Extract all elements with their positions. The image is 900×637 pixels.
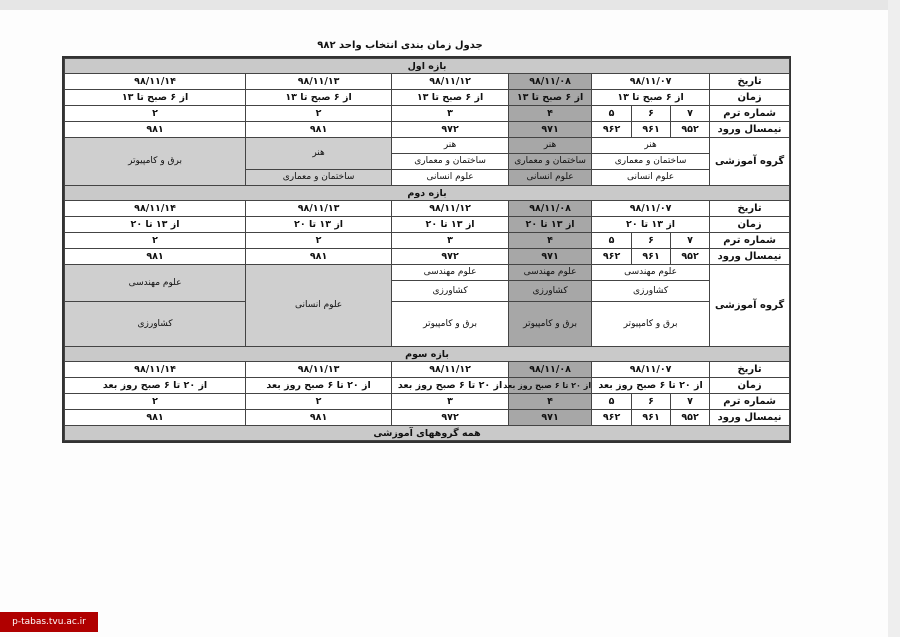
entry-cell: ۹۷۱ bbox=[509, 249, 592, 265]
entry-row bbox=[65, 249, 790, 265]
scan-top-edge bbox=[0, 0, 900, 10]
group-cell: علوم انسانی bbox=[392, 170, 509, 186]
time-cell: از ۲۰ تا ۶ صبح روز بعد bbox=[392, 378, 509, 394]
date-row bbox=[65, 74, 790, 90]
entry-cell: ۹۵۲ bbox=[671, 410, 710, 426]
term-cell: ۷ bbox=[671, 394, 710, 410]
time-cell: از ۱۳ تا ۲۰ bbox=[509, 217, 592, 233]
group-row bbox=[65, 265, 790, 281]
time-cell: از ۶ صبح تا ۱۳ bbox=[65, 90, 246, 106]
entry-cell: ۹۸۱ bbox=[65, 410, 246, 426]
group-cell: ساختمان و معماری bbox=[509, 154, 592, 170]
group-cell: علوم مهندسی bbox=[392, 265, 509, 281]
group-cell: هنر bbox=[246, 138, 392, 170]
entry-cell: ۹۷۲ bbox=[392, 122, 509, 138]
group-cell: برق و کامپیوتر bbox=[65, 138, 246, 186]
date-cell: ۹۸/۱۱/۱۲ bbox=[392, 362, 509, 378]
term-cell: ۳ bbox=[392, 106, 509, 122]
row-label-date: تاریخ bbox=[710, 362, 790, 378]
entry-cell: ۹۷۱ bbox=[509, 122, 592, 138]
date-cell: ۹۸/۱۱/۰۷ bbox=[592, 74, 710, 90]
date-cell: ۹۸/۱۱/۱۴ bbox=[65, 362, 246, 378]
group-row bbox=[65, 138, 790, 154]
row-label-entry: نیمسال ورود bbox=[710, 122, 790, 138]
term-cell: ۲ bbox=[65, 233, 246, 249]
all-groups-row: همه گروههای آموزشی bbox=[65, 426, 790, 441]
entry-cell: ۹۶۲ bbox=[592, 410, 632, 426]
entry-row bbox=[65, 410, 790, 426]
row-label-time: زمان bbox=[710, 90, 790, 106]
time-cell: از ۱۳ تا ۲۰ bbox=[392, 217, 509, 233]
group-cell: علوم مهندسی bbox=[509, 265, 592, 281]
term-cell: ۲ bbox=[246, 106, 392, 122]
term-cell: ۲ bbox=[65, 106, 246, 122]
entry-cell: ۹۶۱ bbox=[632, 122, 671, 138]
entry-cell: ۹۶۱ bbox=[632, 410, 671, 426]
term-cell: ۷ bbox=[671, 106, 710, 122]
entry-cell: ۹۷۱ bbox=[509, 410, 592, 426]
term-cell: ۲ bbox=[246, 233, 392, 249]
term-row bbox=[65, 106, 790, 122]
group-cell: ساختمان و معماری bbox=[246, 170, 392, 186]
time-cell: از ۶ صبح تا ۱۳ bbox=[246, 90, 392, 106]
row-label-time: زمان bbox=[710, 217, 790, 233]
date-row bbox=[65, 362, 790, 378]
term-cell: ۲ bbox=[65, 394, 246, 410]
row-label-entry: نیمسال ورود bbox=[710, 249, 790, 265]
entry-cell: ۹۸۱ bbox=[65, 122, 246, 138]
entry-cell: ۹۶۲ bbox=[592, 122, 632, 138]
row-label-group: گروه آموزشی bbox=[710, 138, 790, 186]
site-watermark: p-tabas.tvu.ac.ir bbox=[0, 612, 98, 632]
term-cell: ۵ bbox=[592, 106, 632, 122]
group-cell: کشاورزی bbox=[509, 281, 592, 302]
time-row bbox=[65, 90, 790, 106]
group-cell: هنر bbox=[509, 138, 592, 154]
group-cell: کشاورزی bbox=[65, 302, 246, 347]
term-row bbox=[65, 394, 790, 410]
time-cell: از ۱۳ تا ۲۰ bbox=[246, 217, 392, 233]
row-label-term: شماره ترم bbox=[710, 394, 790, 410]
term-cell: ۴ bbox=[509, 233, 592, 249]
document-title: جدول زمان بندی انتخاب واحد ۹۸۲ bbox=[317, 40, 483, 51]
entry-cell: ۹۸۱ bbox=[246, 410, 392, 426]
date-cell: ۹۸/۱۱/۱۲ bbox=[392, 74, 509, 90]
time-cell: از ۲۰ تا ۶ صبح روز بعد bbox=[246, 378, 392, 394]
term-cell: ۳ bbox=[392, 394, 509, 410]
group-cell: هنر bbox=[592, 138, 710, 154]
row-label-date: تاریخ bbox=[710, 201, 790, 217]
term-row bbox=[65, 233, 790, 249]
entry-cell: ۹۶۱ bbox=[632, 249, 671, 265]
entry-cell: ۹۵۲ bbox=[671, 249, 710, 265]
row-label-entry: نیمسال ورود bbox=[710, 410, 790, 426]
date-cell: ۹۸/۱۱/۱۳ bbox=[246, 74, 392, 90]
date-cell: ۹۸/۱۱/۱۲ bbox=[392, 201, 509, 217]
date-cell: ۹۸/۱۱/۱۴ bbox=[65, 74, 246, 90]
row-label-group: گروه آموزشی bbox=[710, 265, 790, 347]
row-label-time: زمان bbox=[710, 378, 790, 394]
group-cell: برق و کامپیوتر bbox=[509, 302, 592, 347]
group-cell: برق و کامپیوتر bbox=[592, 302, 710, 347]
time-row bbox=[65, 217, 790, 233]
row-label-term: شماره ترم bbox=[710, 233, 790, 249]
group-cell: ساختمان و معماری bbox=[592, 154, 710, 170]
group-cell: علوم مهندسی bbox=[65, 265, 246, 302]
group-cell: برق و کامپیوتر bbox=[392, 302, 509, 347]
group-cell: علوم انسانی bbox=[509, 170, 592, 186]
date-cell: ۹۸/۱۱/۰۸ bbox=[509, 201, 592, 217]
scan-right-edge bbox=[888, 0, 900, 637]
date-cell: ۹۸/۱۱/۰۸ bbox=[509, 362, 592, 378]
term-cell: ۷ bbox=[671, 233, 710, 249]
section-title: بازه دوم bbox=[65, 186, 790, 201]
section-title: بازه سوم bbox=[65, 347, 790, 362]
term-cell: ۳ bbox=[392, 233, 509, 249]
time-cell: از ۲۰ تا ۶ صبح روز بعد bbox=[592, 378, 710, 394]
group-cell: ساختمان و معماری bbox=[392, 154, 509, 170]
group-row bbox=[65, 302, 790, 347]
entry-row bbox=[65, 122, 790, 138]
date-cell: ۹۸/۱۱/۰۷ bbox=[592, 201, 710, 217]
section-title: بازه اول bbox=[65, 59, 790, 74]
entry-cell: ۹۸۱ bbox=[246, 122, 392, 138]
schedule-table bbox=[64, 58, 790, 441]
term-cell: ۴ bbox=[509, 394, 592, 410]
row-label-date: تاریخ bbox=[710, 74, 790, 90]
time-cell: از ۲۰ تا ۶ صبح روز بعد bbox=[509, 378, 592, 394]
date-row bbox=[65, 201, 790, 217]
entry-cell: ۹۸۱ bbox=[246, 249, 392, 265]
time-cell: از ۶ صبح تا ۱۳ bbox=[509, 90, 592, 106]
group-cell: علوم مهندسی bbox=[592, 265, 710, 281]
time-cell: از ۱۳ تا ۲۰ bbox=[592, 217, 710, 233]
row-label-term: شماره ترم bbox=[710, 106, 790, 122]
date-cell: ۹۸/۱۱/۰۷ bbox=[592, 362, 710, 378]
date-cell: ۹۸/۱۱/۱۳ bbox=[246, 362, 392, 378]
entry-cell: ۹۶۲ bbox=[592, 249, 632, 265]
term-cell: ۶ bbox=[632, 233, 671, 249]
date-cell: ۹۸/۱۱/۱۴ bbox=[65, 201, 246, 217]
group-cell: علوم انسانی bbox=[592, 170, 710, 186]
term-cell: ۵ bbox=[592, 394, 632, 410]
group-cell: علوم انسانی bbox=[246, 265, 392, 347]
entry-cell: ۹۷۲ bbox=[392, 249, 509, 265]
date-cell: ۹۸/۱۱/۱۳ bbox=[246, 201, 392, 217]
term-cell: ۵ bbox=[592, 233, 632, 249]
time-cell: از ۲۰ تا ۶ صبح روز بعد bbox=[65, 378, 246, 394]
group-cell: هنر bbox=[392, 138, 509, 154]
time-cell: از ۶ صبح تا ۱۳ bbox=[592, 90, 710, 106]
term-cell: ۶ bbox=[632, 106, 671, 122]
entry-cell: ۹۸۱ bbox=[65, 249, 246, 265]
time-cell: از ۶ صبح تا ۱۳ bbox=[392, 90, 509, 106]
time-row bbox=[65, 378, 790, 394]
date-cell: ۹۸/۱۱/۰۸ bbox=[509, 74, 592, 90]
term-cell: ۶ bbox=[632, 394, 671, 410]
term-cell: ۲ bbox=[246, 394, 392, 410]
entry-cell: ۹۷۲ bbox=[392, 410, 509, 426]
time-cell: از ۱۳ تا ۲۰ bbox=[65, 217, 246, 233]
entry-cell: ۹۵۲ bbox=[671, 122, 710, 138]
schedule-table-frame bbox=[62, 56, 791, 443]
group-cell: کشاورزی bbox=[592, 281, 710, 302]
group-cell: کشاورزی bbox=[392, 281, 509, 302]
term-cell: ۴ bbox=[509, 106, 592, 122]
